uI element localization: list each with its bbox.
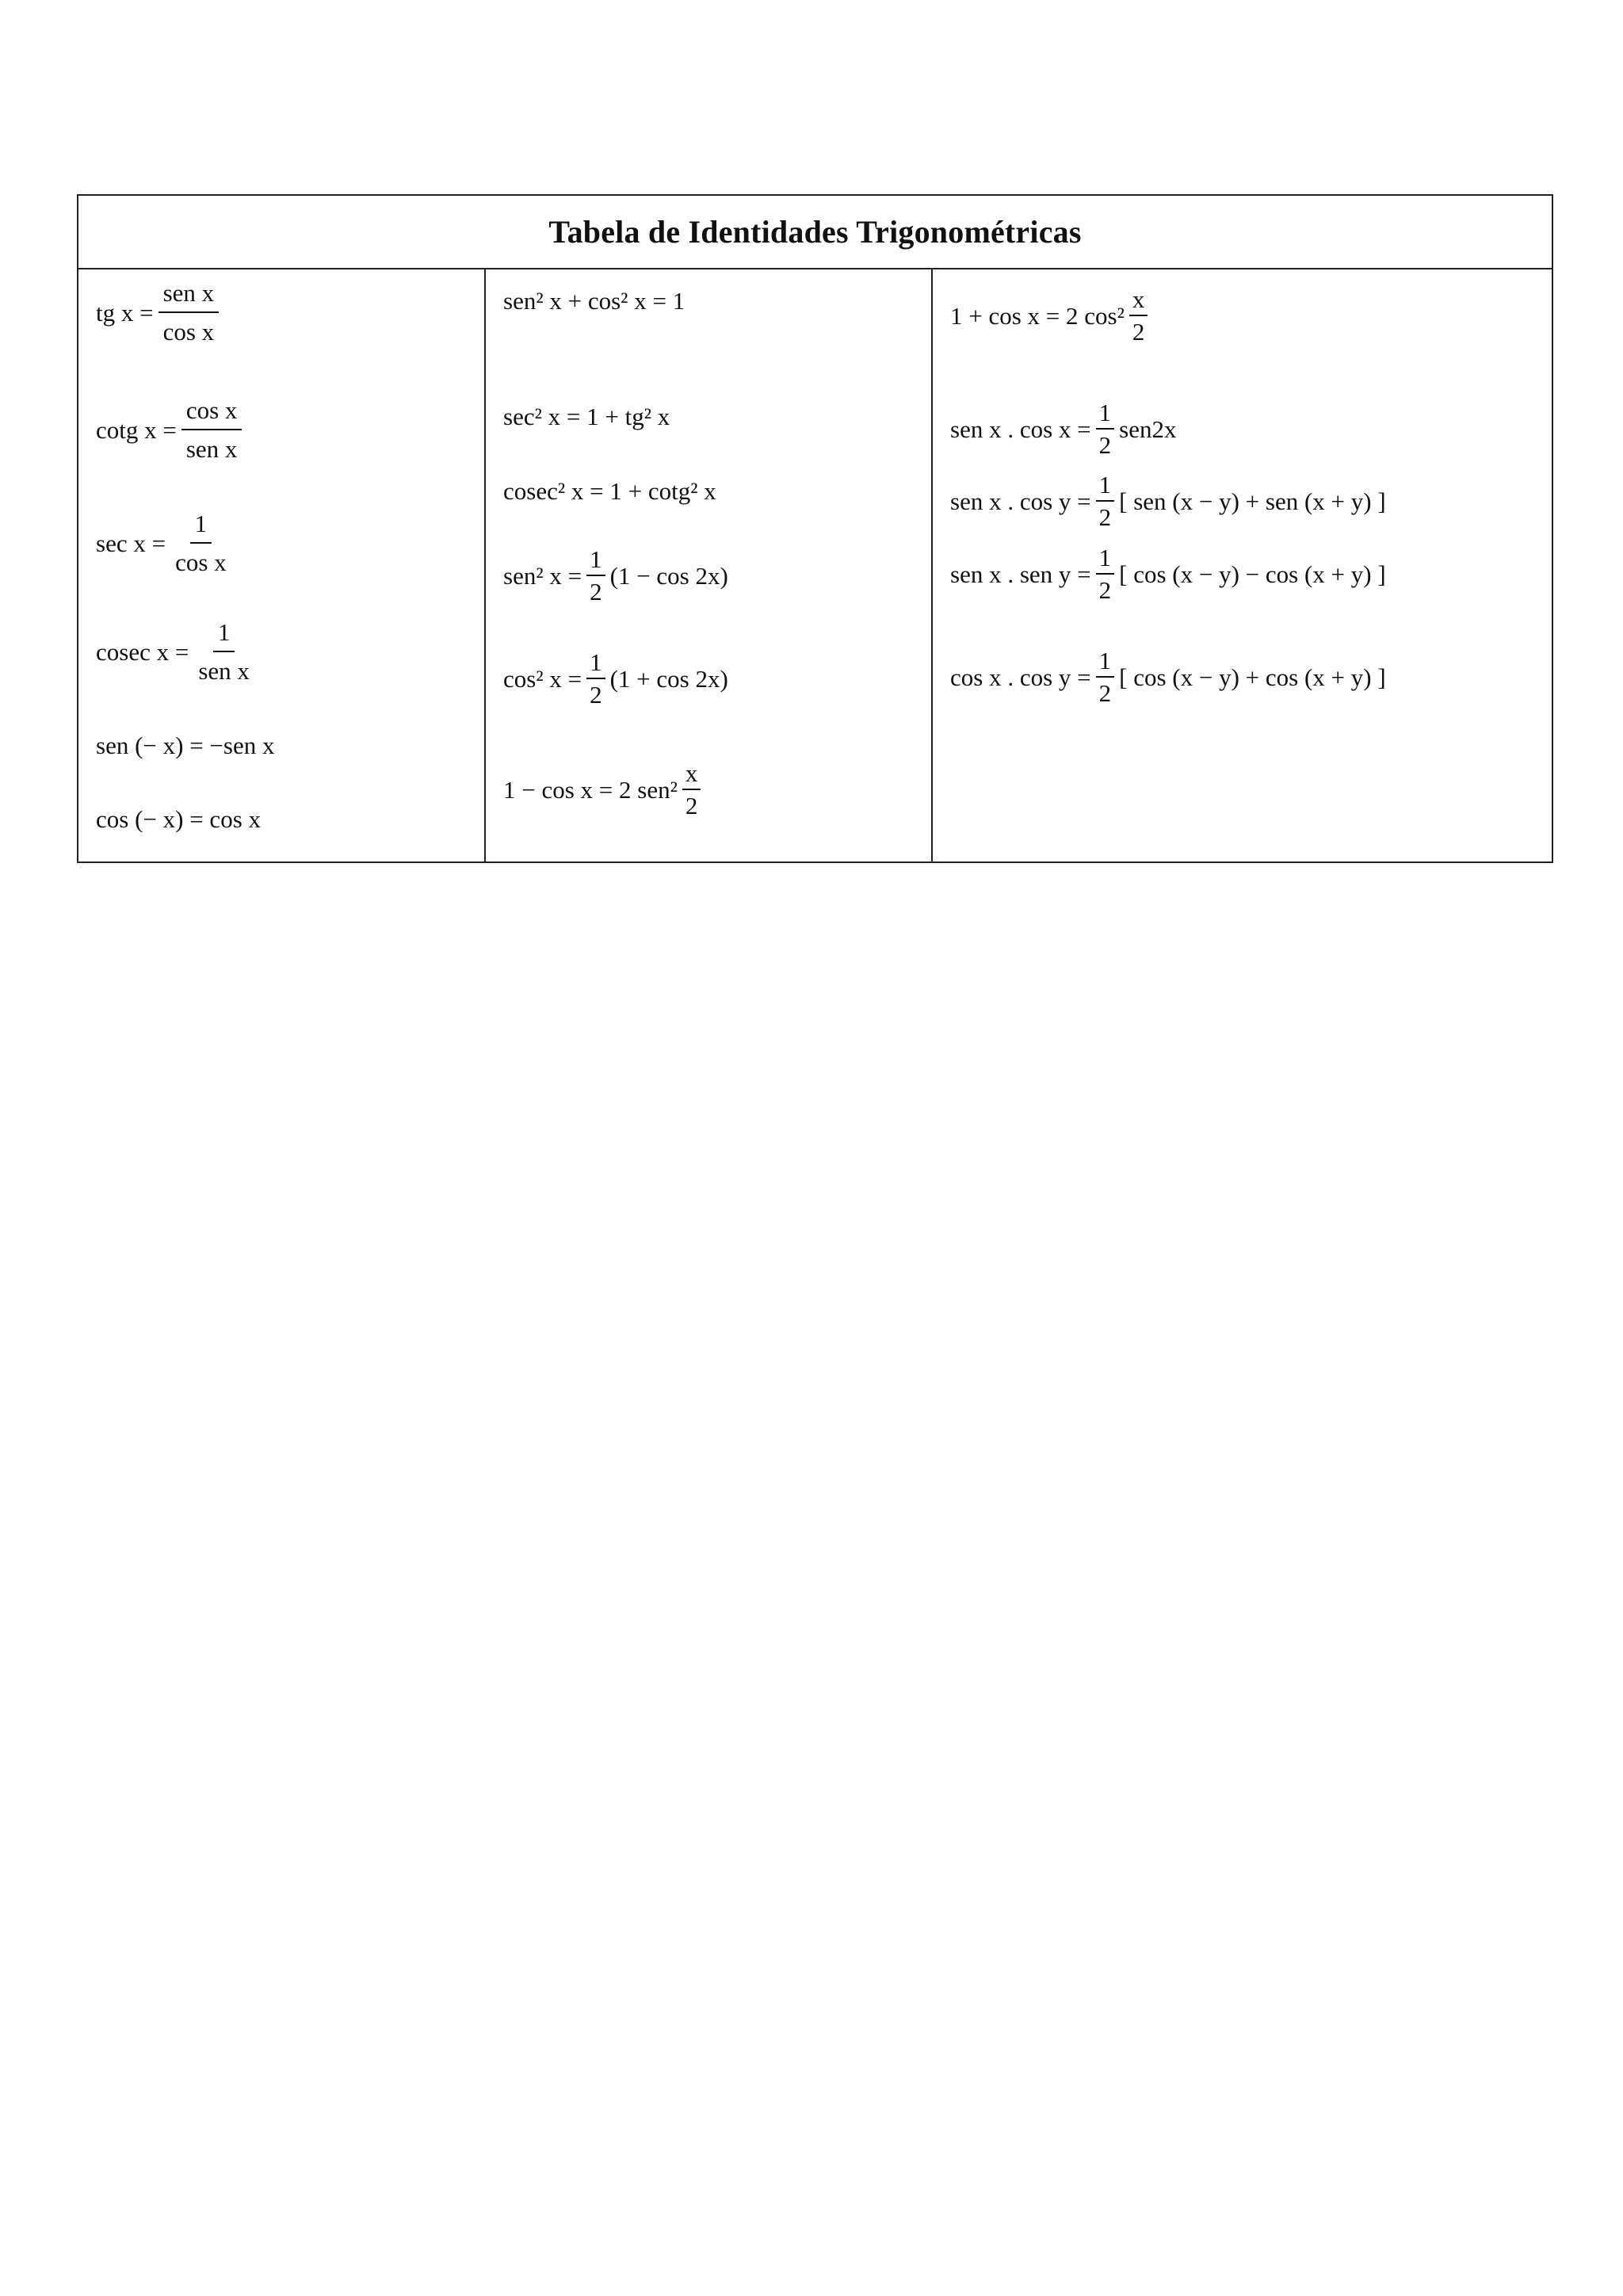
identity-lhs: tg x = <box>96 298 154 327</box>
denominator: 2 <box>590 578 602 606</box>
fraction <box>1096 400 1115 457</box>
identity-sine-cosine-x <box>950 400 1176 457</box>
identity-rhs: [ cos (x − y) − cos (x + y) ] <box>1119 560 1386 588</box>
identity-lhs: cos² x = <box>503 664 582 693</box>
fraction <box>682 761 701 818</box>
numerator: 1 <box>586 547 605 576</box>
identity-lhs: 1 − cos x = 2 sen² <box>503 775 678 804</box>
denominator: 2 <box>1098 431 1112 459</box>
column-basic-identities <box>78 269 486 861</box>
identity-secant <box>96 511 236 575</box>
identity-secant-squared: sec² x = 1 + tg² x <box>503 403 670 430</box>
denominator: 2 <box>590 681 602 709</box>
denominator: 2 <box>1132 318 1145 346</box>
numerator: 1 <box>1096 472 1115 502</box>
identity-lhs: cos x . cos y = <box>950 663 1091 691</box>
identity-rhs: (1 − cos 2x) <box>609 561 728 590</box>
identity-pythagorean: sen² x + cos² x = 1 <box>503 287 685 315</box>
identity-rhs: sen2x <box>1119 415 1177 443</box>
numerator: 1 <box>1096 545 1115 575</box>
identity-cosecant <box>96 620 259 683</box>
identities-table <box>77 194 1553 863</box>
identity-rhs: [ cos (x − y) + cos (x + y) ] <box>1119 663 1386 691</box>
denominator: 2 <box>1098 503 1112 531</box>
identity-cosine-squared <box>503 650 728 707</box>
denominator: 2 <box>1098 576 1112 604</box>
identity-rhs: (1 + cos 2x) <box>609 664 728 693</box>
numerator: sen x <box>158 281 220 313</box>
identity-lhs: sen x . cos y = <box>950 487 1091 515</box>
identity-tangent <box>96 281 223 344</box>
numerator: 1 <box>190 511 212 544</box>
column-pythagorean-identities <box>486 269 933 861</box>
numerator: x <box>1129 287 1148 316</box>
identity-sine-cosine-y <box>950 472 1386 529</box>
fraction <box>586 650 605 707</box>
column-product-identities <box>933 269 1552 861</box>
numerator: 1 <box>1096 400 1115 430</box>
identity-lhs: cotg x = <box>96 415 177 444</box>
identity-cotangent <box>96 398 246 461</box>
fraction <box>586 547 605 604</box>
numerator: 1 <box>213 620 235 652</box>
identity-sine-sine <box>950 545 1386 602</box>
denominator: sen x <box>185 435 238 463</box>
identity-cosecant-squared: cosec² x = 1 + cotg² x <box>503 477 716 505</box>
table-header <box>78 196 1552 269</box>
identity-lhs: 1 + cos x = 2 cos² <box>950 301 1125 330</box>
fraction <box>1129 287 1148 344</box>
identity-lhs: cosec x = <box>96 637 189 666</box>
identity-lhs: sec x = <box>96 529 166 557</box>
identity-rhs: [ sen (x − y) + sen (x + y) ] <box>1119 487 1386 515</box>
numerator: cos x <box>181 398 242 430</box>
table-title: Tabela de Identidades Trigonométricas <box>548 214 1082 250</box>
fraction <box>158 281 220 344</box>
fraction <box>1096 472 1115 529</box>
fraction <box>170 511 231 575</box>
identity-one-minus-cosine <box>503 761 705 818</box>
identity-cosine-cosine <box>950 648 1386 705</box>
numerator: 1 <box>586 650 605 679</box>
denominator: sen x <box>198 657 250 685</box>
numerator: x <box>682 761 701 790</box>
identity-lhs: sen x . sen y = <box>950 560 1091 588</box>
denominator: cos x <box>162 318 215 346</box>
denominator: 2 <box>1098 679 1112 707</box>
fraction <box>193 620 254 683</box>
identity-lhs: sen² x = <box>503 561 582 590</box>
identity-lhs: sen x . cos x = <box>950 415 1091 443</box>
fraction <box>1096 648 1115 705</box>
identity-cosine-even: cos (− x) = cos x <box>96 805 262 833</box>
denominator: 2 <box>685 792 698 819</box>
numerator: 1 <box>1096 648 1115 678</box>
identity-sine-squared <box>503 547 728 604</box>
identity-sine-odd: sen (− x) = −sen x <box>96 732 275 759</box>
denominator: cos x <box>175 548 227 576</box>
fraction <box>1096 545 1115 602</box>
fraction <box>181 398 242 461</box>
identity-one-plus-cosine <box>950 287 1152 344</box>
